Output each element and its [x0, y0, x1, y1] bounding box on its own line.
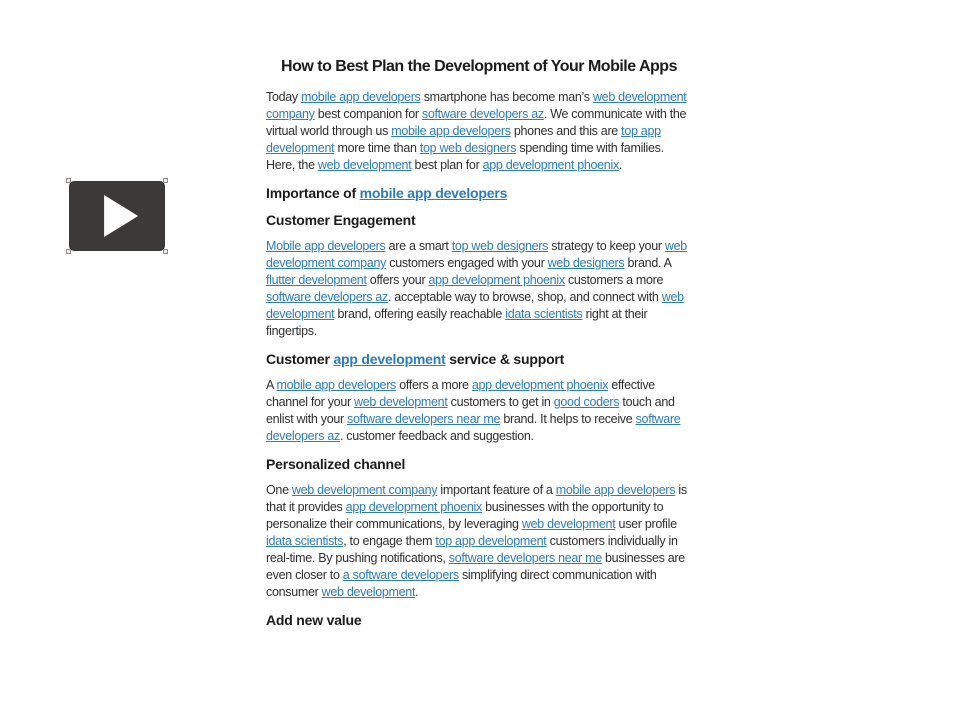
text-run: Importance of: [266, 185, 360, 201]
inline-link[interactable]: web development company: [291, 483, 438, 497]
text-run: phones and this are: [510, 124, 622, 138]
inline-link[interactable]: mobile app developers: [359, 185, 508, 201]
section-heading: [266, 184, 692, 202]
text-run: A: [266, 378, 277, 392]
text-run: important feature of a: [437, 483, 556, 497]
text-run: brand, offering easily reachable: [334, 307, 506, 321]
inline-link[interactable]: a software developers: [342, 568, 459, 582]
inline-link[interactable]: app development phoenix: [482, 158, 619, 172]
text-run: right at their fingertips.: [266, 307, 648, 338]
selection-handle-top-left[interactable]: [66, 178, 71, 183]
selection-handle-bottom-right[interactable]: [163, 249, 168, 254]
text-run: Personalized channel: [266, 456, 406, 472]
text-run: strategy to keep your: [548, 239, 665, 253]
text-run: , to engage them: [343, 534, 436, 548]
text-run: offers a more: [396, 378, 472, 392]
inline-link[interactable]: web development company: [266, 90, 687, 121]
selection-handle-top-right[interactable]: [163, 178, 168, 183]
text-run: brand. A: [624, 256, 671, 270]
paragraph: [266, 482, 692, 601]
text-run: Today: [266, 90, 302, 104]
inline-link[interactable]: software developers az: [266, 412, 681, 443]
text-run: best plan for: [411, 158, 483, 172]
text-run: spending time with families. Here, the: [266, 141, 664, 172]
text-run: offers your: [366, 273, 429, 287]
selection-handle-bottom-left[interactable]: [66, 249, 71, 254]
inline-link[interactable]: Mobile app developers: [266, 239, 386, 253]
paragraph: [266, 238, 692, 340]
text-run: .: [415, 585, 419, 599]
text-run: user profile: [615, 517, 677, 531]
text-run: is that it provides: [266, 483, 687, 514]
text-run: effective channel for your: [266, 378, 655, 409]
play-icon: [104, 195, 138, 237]
inline-link[interactable]: web development: [266, 290, 684, 321]
inline-link[interactable]: web development company: [266, 239, 687, 270]
inline-link[interactable]: app development phoenix: [428, 273, 565, 287]
inline-link[interactable]: mobile app developers: [301, 90, 421, 104]
text-run: . We communicate with the virtual world through us: [266, 107, 687, 138]
inline-link[interactable]: software developers near me: [347, 412, 501, 426]
inline-link[interactable]: top web designers: [419, 141, 517, 155]
text-run: businesses are even closer to: [266, 551, 685, 582]
text-run: simplifying direct communication with consumer: [266, 568, 657, 599]
inline-link[interactable]: web development: [521, 517, 616, 531]
page-title: How to Best Plan the Development of Your Mobile Apps: [281, 58, 677, 75]
text-run: .: [618, 158, 623, 172]
inline-link[interactable]: web development: [321, 585, 416, 599]
inline-link[interactable]: web development: [354, 395, 448, 409]
text-run: best companion for: [314, 107, 422, 121]
paragraph: [266, 377, 692, 445]
inline-link[interactable]: good coders: [553, 395, 620, 409]
text-run: customers individually in real-time. By pushing notifications,: [266, 534, 678, 565]
section-heading: [266, 350, 692, 368]
document-blocks: [266, 89, 692, 629]
inline-link[interactable]: mobile app developers: [555, 483, 676, 497]
inline-link[interactable]: idata scientists: [266, 534, 344, 548]
text-run: customers engaged with your: [386, 256, 548, 270]
section-heading: [266, 211, 692, 229]
inline-link[interactable]: app development phoenix: [345, 500, 482, 514]
inline-link[interactable]: mobile app developers: [391, 124, 511, 138]
document-page: [266, 56, 692, 638]
inline-link[interactable]: top web designers: [451, 239, 549, 253]
text-run: customers a more: [564, 273, 664, 287]
text-run: businesses with the opportunity to personalize their communications, by leveraging: [266, 500, 664, 531]
section-heading: [266, 455, 692, 473]
inline-link[interactable]: flutter development: [266, 273, 367, 287]
inline-link[interactable]: app development phoenix: [471, 378, 609, 392]
text-run: smartphone has become man’s: [420, 90, 593, 104]
text-run: . customer feedback and suggestion.: [339, 429, 534, 443]
inline-link[interactable]: top app development: [435, 534, 547, 548]
text-run: Customer: [266, 351, 334, 367]
inline-link[interactable]: app development: [333, 351, 446, 367]
inline-link[interactable]: mobile app developers: [276, 378, 397, 392]
text-run: Add new value: [266, 612, 362, 628]
text-run: more time than: [334, 141, 420, 155]
video-placeholder[interactable]: [69, 181, 165, 251]
inline-link[interactable]: idata scientists: [505, 307, 583, 321]
inline-link[interactable]: software developers az: [421, 107, 544, 121]
text-run: . acceptable way to browse, shop, and connect with: [387, 290, 662, 304]
inline-link[interactable]: software developers az: [266, 290, 388, 304]
inline-link[interactable]: top app development: [266, 124, 661, 155]
text-run: Customer Engagement: [266, 212, 416, 228]
inline-link[interactable]: web designers: [547, 256, 625, 270]
inline-link[interactable]: web development: [317, 158, 412, 172]
text-run: One: [266, 483, 292, 497]
text-run: brand. It helps to receive: [500, 412, 636, 426]
inline-link[interactable]: software developers near me: [448, 551, 602, 565]
text-run: are a smart: [385, 239, 452, 253]
section-heading: [266, 611, 692, 629]
paragraph: [266, 89, 692, 174]
text-run: service & support: [445, 351, 565, 367]
text-run: touch and enlist with your: [266, 395, 675, 426]
text-run: customers to get in: [447, 395, 554, 409]
